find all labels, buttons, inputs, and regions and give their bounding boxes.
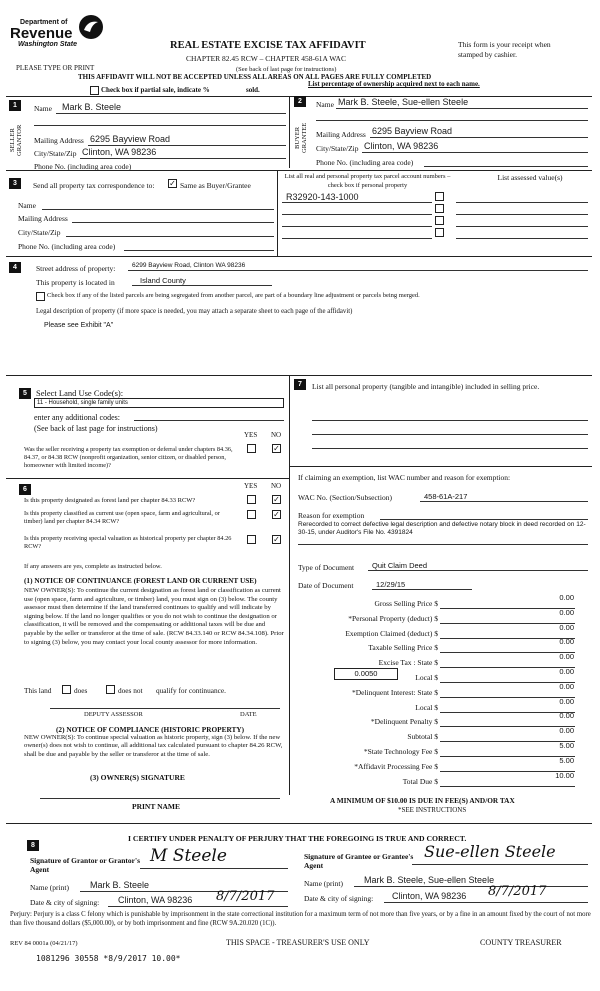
tax-row-value[interactable]: 0.00 (559, 593, 574, 602)
s6-q1-no[interactable]: ✓ (273, 495, 280, 504)
deputy-date-label: DATE (240, 711, 257, 718)
revenue-swirl-icon (78, 14, 104, 40)
s5-no-checkbox[interactable]: ✓ (273, 444, 280, 453)
buyer-address[interactable]: 6295 Bayview Road (372, 126, 453, 136)
seller-side-label: SELLER GRANTOR (9, 124, 23, 156)
corr-address-label: Mailing Address (18, 214, 68, 223)
parcel-checkbox-3[interactable] (435, 216, 444, 225)
seller-city-label: City/State/Zip (34, 149, 77, 158)
same-as-buyer-checkbox[interactable]: ✓ (169, 179, 176, 188)
section-3-badge: 3 (9, 178, 21, 189)
segregated-checkbox[interactable] (36, 292, 45, 301)
s6-q1-yes[interactable] (247, 495, 256, 504)
street-label: Street address of property: (36, 264, 116, 273)
sold-label: sold. (246, 86, 260, 94)
tax-row-label: Local $ (415, 673, 438, 682)
s6-q3-no[interactable]: ✓ (273, 535, 280, 544)
located-label: This property is located in (36, 278, 115, 287)
buyer-name-label: Name (316, 100, 334, 109)
s6-q3: Is this property receiving special valuation as historical property per chapter 84.26 RCW? (24, 535, 232, 550)
tax-row-label: *Personal Property (deduct) $ (348, 614, 438, 623)
dept-top: Department of (20, 19, 68, 26)
owner-signature-label: (3) OWNER(S) SIGNATURE (90, 773, 185, 782)
revenue-logo (10, 14, 105, 54)
section-4-badge: 4 (9, 262, 21, 273)
corr-phone-label: Phone No. (including area code) (18, 242, 116, 251)
grantee-name[interactable]: Mark B. Steele, Sue-ellen Steele (364, 875, 495, 885)
partial-sale-checkbox[interactable] (90, 86, 99, 95)
does-not-label: does not (118, 686, 143, 695)
tax-row-value[interactable]: 0.00 (559, 637, 574, 646)
does-not-checkbox[interactable] (106, 685, 115, 694)
s6-if-yes: If any answers are yes, complete as instructed below. (24, 563, 162, 570)
wac-value[interactable]: 458-61A-217 (424, 492, 468, 501)
parcel-header: List all real and personal property tax parcel account numbers – check box if personal property (284, 173, 451, 189)
legal-text: Please see Exhibit "A" (44, 322, 114, 329)
grantor-city[interactable]: Clinton, WA 98236 (118, 895, 193, 905)
doc-type-value[interactable]: Quit Claim Deed (372, 561, 428, 570)
parcel-checkbox-4[interactable] (435, 228, 444, 237)
doc-type-label: Type of Document (298, 563, 355, 572)
type-or-print: PLEASE TYPE OR PRINT (16, 64, 95, 72)
land-use-label: Select Land Use Code(s): (36, 388, 124, 398)
percentage-label: List percentage of ownership acquired next to each name. (308, 80, 480, 88)
treasurer-use: THIS SPACE - TREASURER'S USE ONLY (226, 938, 370, 947)
s6-q3-yes[interactable] (247, 535, 256, 544)
s6-no-header: NO (271, 482, 282, 490)
section-6-badge: 6 (19, 484, 31, 495)
tax-row-value[interactable]: 0.00 (559, 682, 574, 691)
tax-row-value[interactable]: 0.00 (559, 667, 574, 676)
exemption-claim-label: If claiming an exemption, list WAC number and reason for exemption: (298, 473, 511, 482)
section-5-badge: 5 (19, 388, 31, 399)
tax-row-value[interactable]: 0.00 (559, 652, 574, 661)
form-chapter: CHAPTER 82.45 RCW – CHAPTER 458-61A WAC (186, 54, 346, 63)
seller-name-label: Name (34, 104, 52, 113)
seller-city[interactable]: Clinton, WA 98236 (82, 147, 157, 157)
dept-sub: Washington State (18, 41, 77, 48)
same-as-buyer-label: Same as Buyer/Grantee (180, 181, 251, 190)
tax-row-value[interactable]: 0.00 (559, 697, 574, 706)
grantee-city[interactable]: Clinton, WA 98236 (392, 891, 467, 901)
s5-no-header: NO (271, 431, 282, 439)
continuance-text: NEW OWNER(S): To continue the current designation as forest land or classification as current use (open space, farm and agriculture, or timber) land, you must sign on (3) below. The county assessor must then determine if the land transferred continues to qualify and will indicate by signing below. If the land no longer qualifies or you do not wish to continue the designation or classification, it will be removed and the compensating or additional taxes will be due and payable by the seller or transferor at the time of sale. (RCW 84.33.140 or RCW 84.34.108). Prior to signing (3) below, you may contact your local county assessor for more information. (24, 587, 284, 646)
form-number: REV 84 0001a (04/21/17) (10, 940, 78, 947)
buyer-phone-label: Phone No. (including area code) (316, 158, 414, 167)
seller-name[interactable]: Mark B. Steele (62, 102, 122, 112)
reason-value[interactable]: Rerecorded to correct defective legal description and defective notary block in deed recorded on 12-30-15, under Auditor's File No. 4391824 (298, 521, 586, 536)
s5-yes-checkbox[interactable] (247, 444, 256, 453)
parcel-checkbox-2[interactable] (435, 204, 444, 213)
grantor-date[interactable]: 8/7/2017 (216, 889, 275, 904)
seller-address-label: Mailing Address (34, 136, 84, 145)
dept-main: Revenue (10, 25, 73, 42)
grantee-sig-label: Signature of Grantee or Grantee's Agent (304, 852, 414, 870)
does-checkbox[interactable] (62, 685, 71, 694)
this-land-label: This land (24, 686, 52, 695)
parcel-number[interactable]: R32920-143-1000 (286, 192, 359, 202)
grantor-date-label: Date & city of signing: (30, 898, 100, 907)
buyer-name[interactable]: Mark B. Steele, Sue-ellen Steele (338, 97, 469, 107)
compliance-title: (2) NOTICE OF COMPLIANCE (HISTORIC PROPERTY) (56, 725, 245, 734)
s6-q2-no[interactable]: ✓ (273, 510, 280, 519)
tax-row-label: *Affidavit Processing Fee $ (354, 762, 438, 771)
s5-exemption-question: Was the seller receiving a property tax exemption or deferral under chapters 84.36, 84.37, or 84.38 RCW (nonprofit organization, senior citizen, or disabled person, homeowner with limited income)? (24, 446, 233, 469)
s6-q2: Is this property classified as current use (open space, farm and agricultural, or timber) land per chapter 84.34 RCW? (24, 510, 220, 525)
s6-yes-header: YES (244, 482, 258, 490)
warning-text: THIS AFFIDAVIT WILL NOT BE ACCEPTED UNLESS ALL AREAS ON ALL PAGES ARE FULLY COMPLETED (78, 73, 432, 81)
street-value[interactable]: 6299 Bayview Road, Clinton WA 98236 (132, 262, 246, 269)
tax-row-label: Gross Selling Price $ (374, 599, 438, 608)
corr-name-label: Name (18, 201, 36, 210)
tax-row-value[interactable]: 5.00 (559, 741, 574, 750)
doc-date-label: Date of Document (298, 581, 354, 590)
section-1-badge: 1 (9, 100, 21, 111)
buyer-side-label: BUYER GRANTEE (294, 122, 308, 154)
tax-row-label: Exemption Claimed (deduct) $ (345, 629, 438, 638)
tax-row-label: Subtotal $ (407, 732, 438, 741)
tax-row-label: Total Due $ (402, 777, 438, 786)
tax-row-value[interactable]: 0.00 (559, 726, 574, 735)
continuance-title: (1) NOTICE OF CONTINUANCE (FOREST LAND OR CURRENT USE) (24, 576, 257, 585)
legal-label: Legal description of property (if more space is needed, you may attach a separate sheet to each page of the affidavit) (36, 308, 353, 315)
county-treasurer: COUNTY TREASURER (480, 938, 562, 947)
see-instructions: *SEE INSTRUCTIONS (398, 806, 467, 814)
tax-row-label: Local $ (415, 703, 438, 712)
qualify-label: qualify for continuance. (156, 686, 226, 695)
tax-row-value[interactable]: 5.00 (559, 756, 574, 765)
tax-row-value[interactable]: 10.00 (555, 771, 574, 780)
section-8-badge: 8 (27, 840, 39, 851)
assessed-header: List assessed value(s) (497, 173, 563, 182)
s6-q1: Is this property designated as forest land per chapter 84.33 RCW? (24, 497, 196, 504)
corr-city-label: City/State/Zip (18, 228, 61, 237)
s6-q2-yes[interactable] (247, 510, 256, 519)
land-use-see-back: (See back of last page for instructions) (34, 424, 158, 433)
seller-address[interactable]: 6295 Bayview Road (90, 134, 171, 144)
correspondence-label: Send all property tax correspondence to: (33, 181, 155, 190)
section-2-badge: 2 (294, 96, 306, 107)
grantee-date-label: Date & city of signing: (304, 894, 374, 903)
doc-date-value[interactable]: 12/29/15 (376, 580, 406, 589)
tax-row-label: Taxable Selling Price $ (368, 643, 438, 652)
grantee-signature[interactable]: Sue-ellen Steele (424, 842, 556, 861)
receipt-stamp: 1081296 30558 *8/9/2017 10.00* (36, 954, 181, 963)
reason-label: Reason for exemption (298, 511, 365, 520)
compliance-text: NEW OWNER(S): To continue special valuation as historic property, sign (3) below. If the new owner(s) does not wish to continue, all additional tax calculated pursuant to chapter 84.26 RCW, shall be due and payable by the seller or transferor at the time of sale. (24, 734, 283, 758)
form-title: REAL ESTATE EXCISE TAX AFFIDAVIT (170, 40, 366, 51)
tax-row-label: Excise Tax : State $ (378, 658, 438, 667)
grantee-date[interactable]: 8/7/2017 (488, 884, 547, 899)
tax-row-value[interactable]: 0.00 (559, 711, 574, 720)
grantor-sig-label: Signature of Grantor or Grantor's Agent (30, 856, 140, 874)
deputy-assessor-label: DEPUTY ASSESSOR (84, 711, 143, 718)
buyer-city-label: City/State/Zip (316, 144, 359, 153)
grantor-signature[interactable]: M Steele (150, 846, 227, 866)
county-value[interactable]: Island County (140, 276, 186, 285)
grantee-name-label: Name (print) (304, 879, 343, 888)
tax-row-value[interactable]: 0.00 (559, 608, 574, 617)
s5-yes-header: YES (244, 431, 258, 439)
tax-row-label: *Delinquent Penalty $ (370, 717, 438, 726)
land-use-select[interactable]: 11 - Household, single family units (34, 398, 284, 408)
wac-label: WAC No. (Section/Subsection) (298, 493, 392, 502)
parcel-checkbox-1[interactable] (435, 192, 444, 201)
personal-property-label: List all personal property (tangible and intangible) included in selling price. (312, 382, 540, 391)
certify-statement: I CERTIFY UNDER PENALTY OF PERJURY THAT THE FOREGOING IS TRUE AND CORRECT. (128, 834, 467, 843)
buyer-address-label: Mailing Address (316, 130, 366, 139)
tax-row-value[interactable]: 0.00 (559, 623, 574, 632)
seller-phone-label: Phone No. (including area code) (34, 162, 132, 171)
receipt-note: This form is your receipt when stamped by cashier. (458, 40, 551, 59)
segregated-label: Check box if any of the listed parcels are being segregated from another parcel, are part of a boundary line adjustment or parcels being merged. (47, 292, 420, 299)
additional-codes-label: enter any additional codes: (34, 413, 120, 422)
partial-sale-label: Check box if partial sale, indicate % (101, 86, 210, 94)
buyer-city[interactable]: Clinton, WA 98236 (364, 141, 439, 151)
print-name-label: PRINT NAME (132, 802, 180, 811)
tax-row-label: *Delinquent Interest: State $ (351, 688, 438, 697)
tax-row-label: *State Technology Fee $ (363, 747, 438, 756)
grantor-name-label: Name (print) (30, 883, 69, 892)
grantor-name[interactable]: Mark B. Steele (90, 880, 150, 890)
see-back-top: (See back of last page for instructions) (236, 66, 337, 73)
local-rate-box[interactable]: 0.0050 (334, 668, 398, 680)
section-7-badge: 7 (294, 379, 306, 390)
minimum-due-label: A MINIMUM OF $10.00 IS DUE IN FEE(S) AND/OR TAX (330, 796, 515, 805)
perjury-notice: Perjury: Perjury is a class C felony which is punishable by imprisonment in the state correctional institution for a maximum term of not more than five years, or by a fine in an amount fixed by the court of not more than five thousand dollars ($5,000.00), or by both imprisonment and fine (RCW 9A.20.020 (1C)). (10, 911, 591, 927)
does-label: does (74, 686, 88, 695)
